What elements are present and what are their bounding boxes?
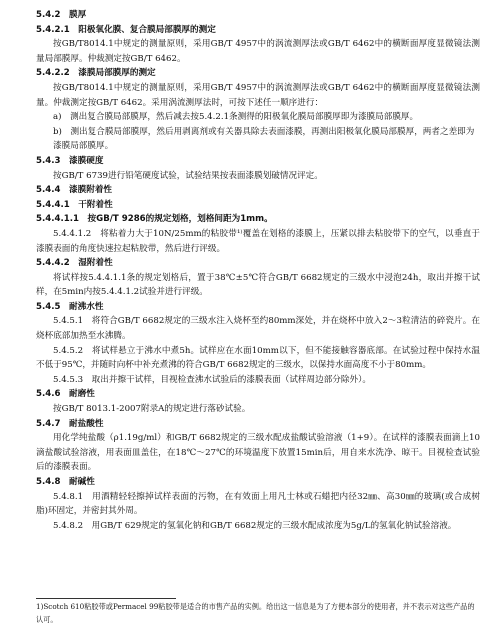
section-heading: 5.4.4.2 湿附着性: [36, 258, 113, 269]
section-heading: 5.4.3 漆膜硬度: [36, 155, 104, 166]
section-heading: 5.4.4.1.1 按GB/T 9286的规定划格，划格间距为1mm。: [36, 214, 273, 225]
paragraph: 5.4.4.1.2 将粘着力大于10N/25mm的粘胶带¹⁾覆盖在划格的漆膜上，压紧以排去粘胶带下的空气，以垂直于漆膜表面的角度快速拉起粘胶带，然后进行评级。: [36, 228, 480, 254]
paragraph: 将试样按5.4.4.1.1条的规定划格后，置于38℃±5℃符合GB/T 6682规定的三级水中浸泡24h，取出并擦干试样，在5min内按5.4.4.1.2试验并进行评级。: [36, 272, 480, 298]
section-heading: 5.4.2.1 阳极氧化膜、复合膜局部膜厚的测定: [36, 24, 216, 35]
section-heading: 5.4.7 耐盐酸性: [36, 418, 104, 429]
paragraph: 按GB/T8014.1中规定的测量原则，采用GB/T 4957中的涡流测厚法或GB/T 6462中的横断面厚度显微镜法测量。仲裁测定按GB/T 6462。采用涡流测厚法时，可按下述任一顺序进行：: [36, 82, 480, 108]
paragraph: 5.4.5.3 取出并擦干试样，目视检查沸水试验后的漆膜表面（试样周边部分除外）。: [53, 374, 371, 385]
list-item: b) 测出复合膜局部膜厚，然后用剥离剂或有关器具除去表面漆膜，再测出阳极氧化膜局部膜厚，两者之差即为漆膜局部膜厚。: [53, 126, 475, 152]
paragraph: 5.4.5.2 将试样悬立于沸水中煮5h。试样应在水面10mm以下，但不能接触容器底部。在试验过程中保持水温不低于95℃，并随时向杯中补充煮沸的符合GB/T 6682规定的三级水，以保持水面高度不小于80mm。: [36, 345, 480, 371]
section-heading: 5.4.2 膜厚: [36, 10, 87, 20]
paragraph: 5.4.8.2 用GB/T 629规定的氢氧化钠和GB/T 6682规定的三级水配成浓度为5g/L的氢氧化钠试验溶液。: [53, 520, 457, 531]
section-heading: 5.4.8 耐碱性: [36, 477, 95, 487]
section-heading: 5.4.6 耐磨性: [36, 389, 95, 400]
paragraph: 5.4.8.1 用酒精轻轻擦掉试样表面的污物，在有效面上用凡士林或石蜡把内径32㎜、高30㎜的玻璃(或合成树脂)环固定，并密封其外周。: [36, 491, 480, 517]
document-lines: [36, 8, 480, 533]
section-heading: 5.4.5 耐沸水性: [36, 301, 104, 312]
section-heading: 5.4.2.2 漆膜局部膜厚的测定: [36, 68, 156, 79]
paragraph: 用化学纯盐酸（ρ1.19g/ml）和GB/T 6682规定的三级水配成盐酸试验溶液（1+9）。在试样的漆膜表面滴上10滴盐酸试验溶液，用表面皿盖住，在18℃～27℃的环境温度下放置15min后，用自来水洗净、晾干。目视检查试验后的漆膜表面。: [36, 433, 480, 473]
footnote: 1)Scotch 610粘胶带或Permacel 99粘胶带是适合的市售产品的实例。给出这一信息是为了方便本部分的使用者，并不表示对这些产品的认可。: [36, 602, 475, 624]
section-heading: 5.4.4 漆膜附着性: [36, 185, 113, 196]
paragraph: 按GB/T8014.1中规定的测量原则，采用GB/T 4957中的涡流测厚法或GB/T 6462中的横断面厚度显微镜法测量局部膜厚。仲裁测定按GB/T 6462。: [36, 39, 480, 64]
list-item: a) 测出复合膜局部膜厚，然后减去按5.4.2.1条测得的阳极氧化膜局部膜厚即为漆膜局部膜厚。: [53, 112, 419, 123]
section-heading: 5.4.4.1 干附着性: [36, 199, 113, 210]
paragraph: 按GB/T 6739进行铅笔硬度试验，试验结果按表面漆膜划破情况评定。: [53, 170, 323, 181]
paragraph: 5.4.5.1 将符合GB/T 6682规定的三级水注入烧杯至约80mm深处，并在烧杯中放入2～3粒清洁的碎瓷片。在烧杯底部加热至水沸腾。: [36, 316, 480, 342]
footnote-divider: [36, 598, 176, 599]
document-body: [36, 8, 480, 533]
paragraph: 按GB/T 8013.1-2007附录A的规定进行落砂试验。: [53, 404, 251, 415]
